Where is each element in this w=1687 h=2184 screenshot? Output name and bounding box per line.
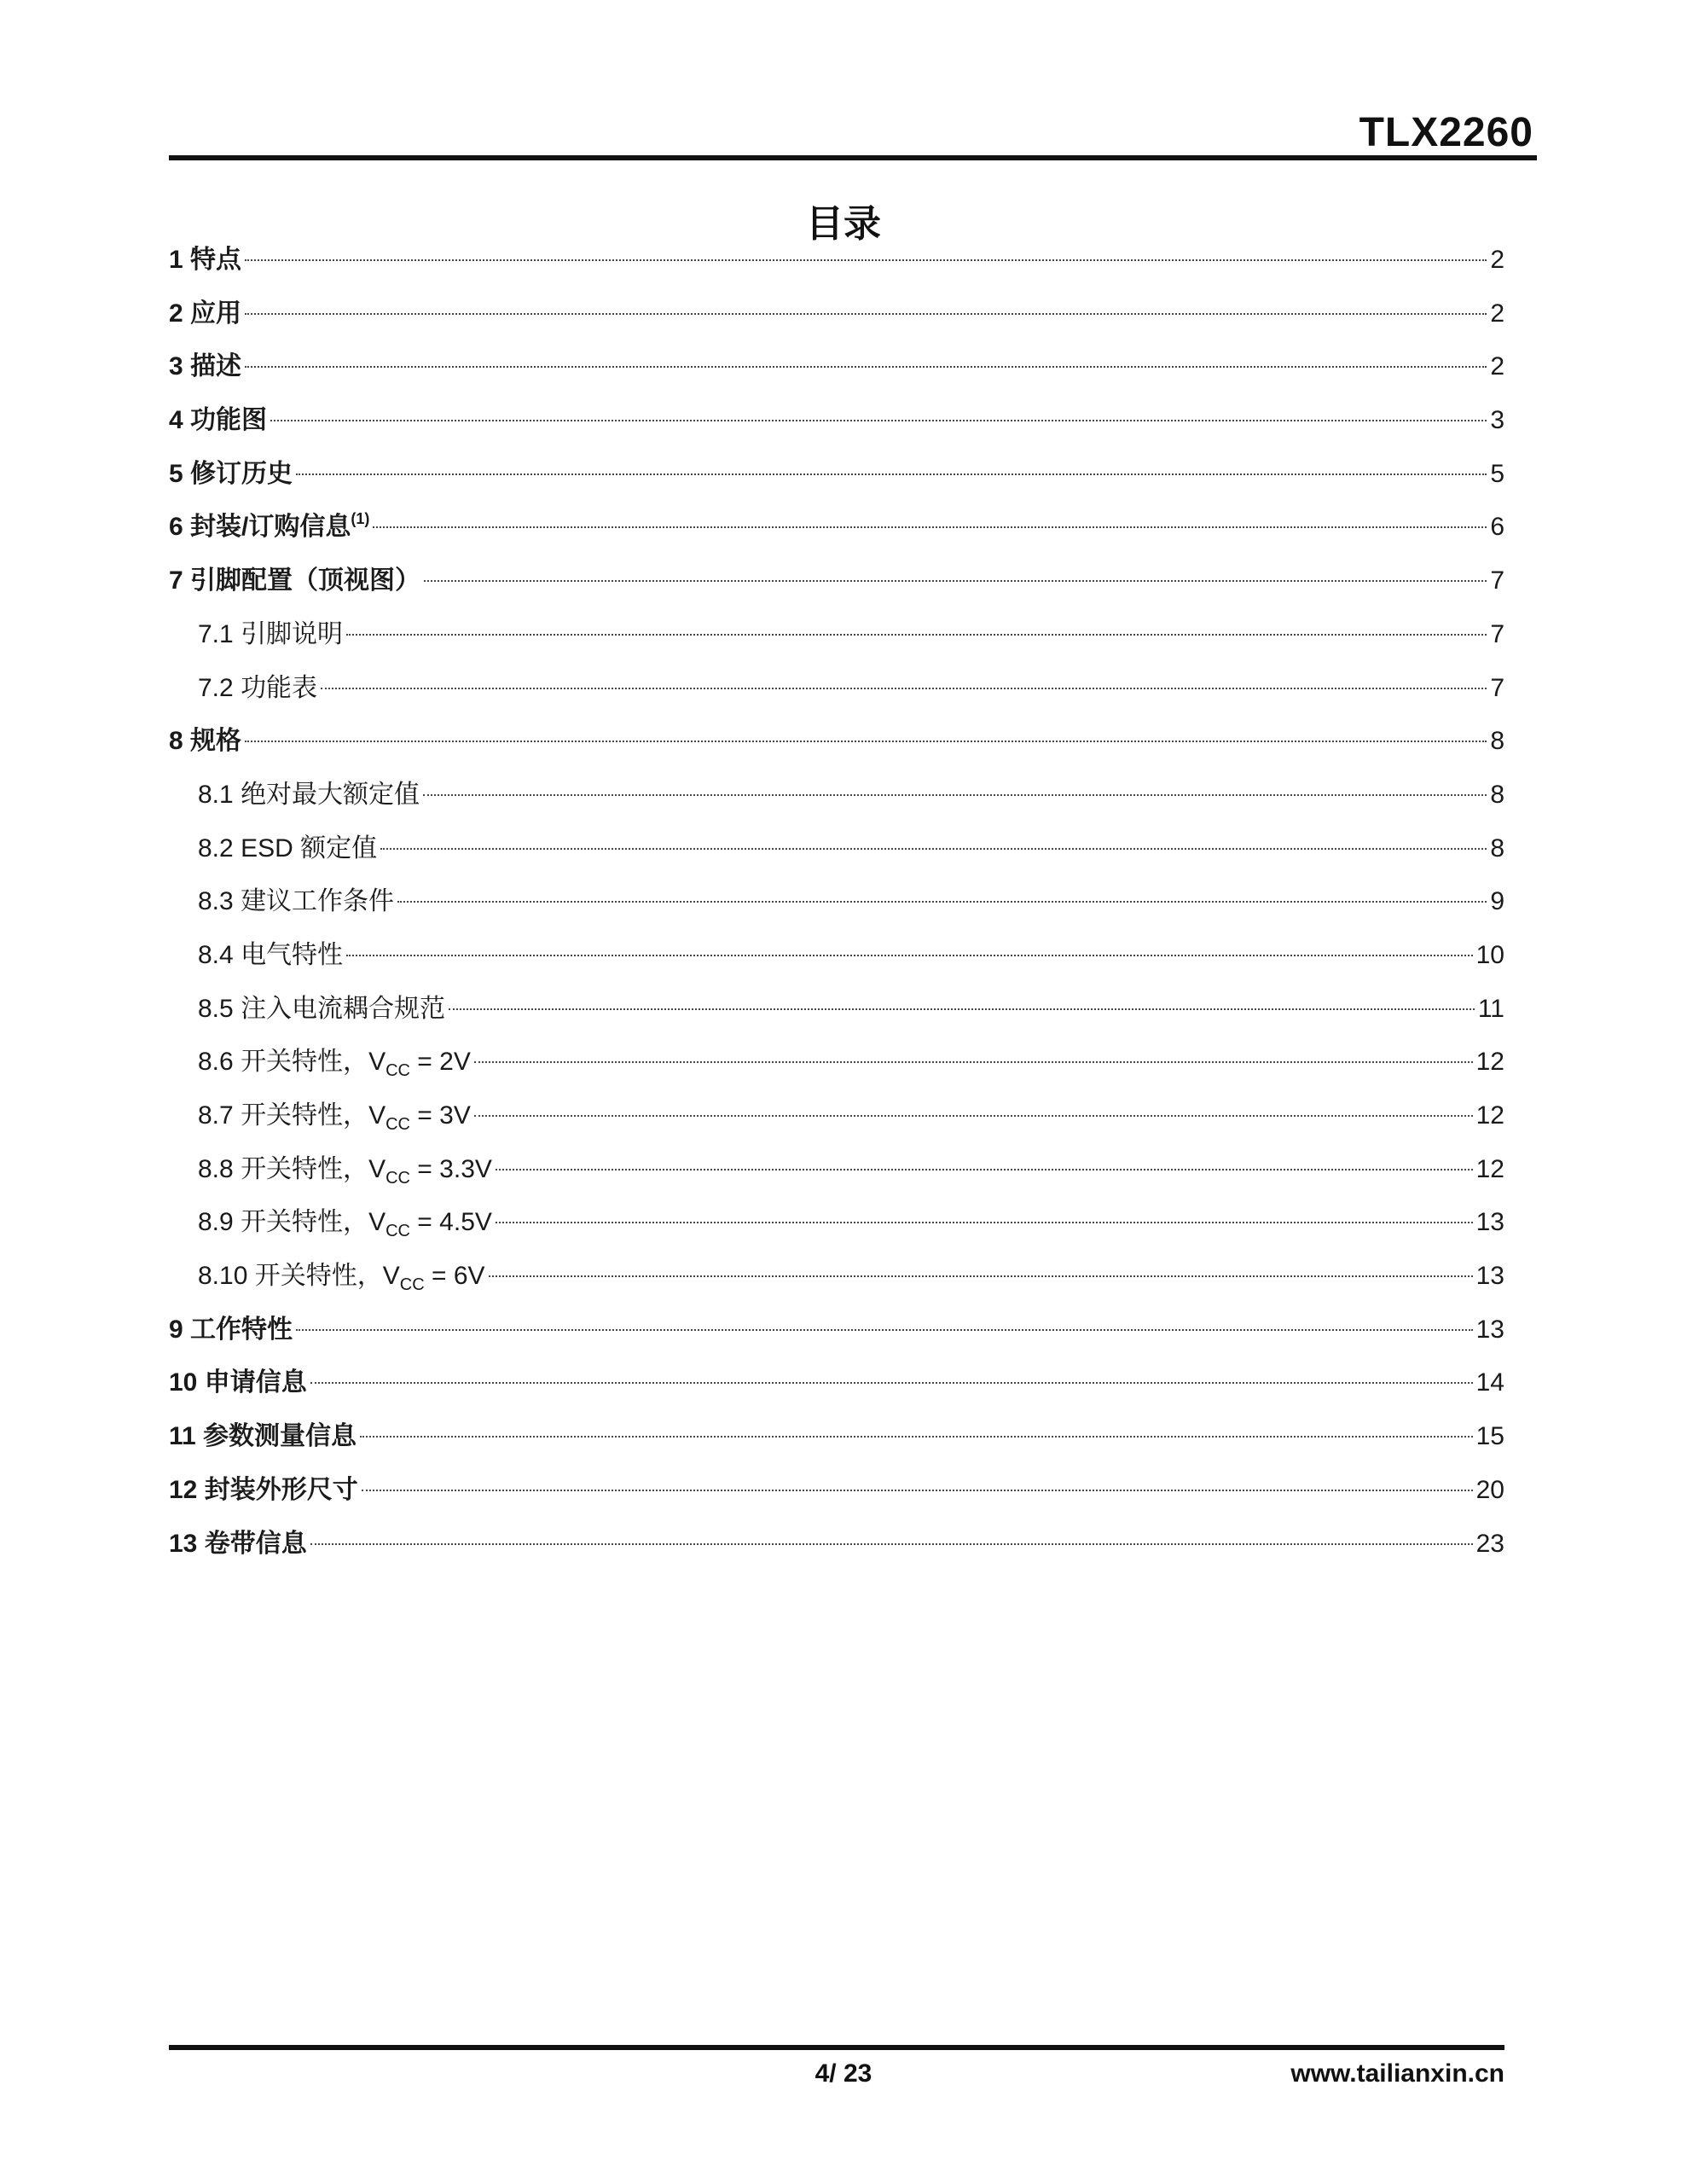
toc-entry-page-number: 13 <box>1475 1262 1504 1291</box>
dot-leader <box>449 1008 1475 1010</box>
vcc-value: 3.3V <box>439 1154 492 1183</box>
toc-entry-number: 8.5 <box>198 994 234 1023</box>
toc-entry[interactable] <box>169 934 1504 988</box>
vcc-symbol: $V_{CC}$ = <box>382 1262 454 1295</box>
toc-entry-number: 2 <box>169 299 183 328</box>
toc-entry[interactable] <box>169 774 1504 828</box>
toc-entry-label <box>169 293 241 335</box>
toc-entry-label <box>198 1148 492 1191</box>
toc-entry-number: 8.8 <box>198 1154 234 1183</box>
toc-entry-page-number: 13 <box>1475 1315 1504 1344</box>
vcc-symbol: $V_{CC}$ = <box>368 1154 440 1188</box>
dot-leader <box>373 526 1487 528</box>
toc-entry-page-number: 15 <box>1475 1422 1504 1451</box>
toc-entry-text: 规格 <box>190 727 242 756</box>
toc-entry-page-number: 3 <box>1490 406 1504 435</box>
toc-entry-page-number: 10 <box>1475 940 1504 969</box>
toc-entry[interactable] <box>169 1523 1504 1577</box>
toc-entry-text: ESD 额定值 <box>241 834 378 863</box>
toc-entry-label <box>198 1201 492 1244</box>
toc-entry-label <box>169 720 241 763</box>
vcc-value: 3V <box>439 1101 471 1130</box>
toc-entry-number: 1 <box>169 246 183 274</box>
dot-leader <box>321 688 1487 689</box>
toc-entry-page-number: 12 <box>1475 1048 1504 1077</box>
toc-entry-number: 6 <box>169 513 183 542</box>
toc-entry-label <box>169 1415 357 1458</box>
toc-entry-page-number: 23 <box>1475 1529 1504 1558</box>
toc-entry-number: 5 <box>169 459 183 488</box>
toc-entry-page-number: 8 <box>1490 834 1504 863</box>
product-title: TLX2260 <box>1359 110 1533 155</box>
toc-entry-text: 功能表 <box>241 673 318 702</box>
toc-entry[interactable] <box>169 667 1504 721</box>
toc-entry-page-number: 2 <box>1490 299 1504 328</box>
vcc-symbol: $V_{CC}$ = <box>368 1101 440 1134</box>
toc-entry-text: 引脚配置（顶视图） <box>190 566 421 595</box>
toc-entry-text: 开关特性， <box>241 1208 369 1237</box>
toc-entry-page-number: 7 <box>1490 673 1504 702</box>
toc-entry-label <box>198 613 343 656</box>
toc-entry[interactable] <box>169 880 1504 934</box>
toc-entry-text: 开关特性， <box>241 1048 369 1077</box>
toc-entry-number: 7.2 <box>198 673 234 702</box>
toc-entry-text: 封装/订购信息 <box>190 513 351 542</box>
toc-entry-page-number: 8 <box>1490 780 1504 809</box>
toc-entry-number: 8.6 <box>198 1048 234 1077</box>
toc-entry-label <box>198 667 317 710</box>
toc-entry-text: 申请信息 <box>204 1368 307 1397</box>
toc-entry-page-number: 5 <box>1490 459 1504 488</box>
dot-leader <box>245 366 1487 368</box>
toc-entry[interactable] <box>169 293 1504 346</box>
vcc-symbol: $V_{CC}$ = <box>368 1048 440 1081</box>
toc-entry[interactable] <box>169 1148 1504 1202</box>
toc-entry-label <box>198 828 377 870</box>
toc-entry-label <box>198 1095 471 1137</box>
vcc-symbol: $V_{CC}$ = <box>368 1208 440 1241</box>
toc-entry-text: 应用 <box>190 299 242 328</box>
dot-leader <box>346 955 1473 956</box>
toc-entry[interactable] <box>169 560 1504 613</box>
toc-entry-page-number: 11 <box>1477 994 1504 1023</box>
toc-entry-footnote-marker: (1) <box>351 510 370 528</box>
toc-entry-page-number: 2 <box>1490 352 1504 381</box>
toc-entry-number: 12 <box>169 1475 198 1504</box>
toc-entry[interactable] <box>169 828 1504 881</box>
toc-entry-number: 8.2 <box>198 834 234 863</box>
toc-entry[interactable] <box>169 346 1504 399</box>
toc-entry-text: 开关特性， <box>241 1154 369 1183</box>
dot-leader <box>270 420 1487 421</box>
dot-leader <box>397 901 1487 903</box>
toc-entry-label <box>169 453 293 496</box>
toc-entry-label <box>169 1469 358 1512</box>
dot-leader <box>310 1543 1473 1545</box>
toc-entry[interactable] <box>169 613 1504 667</box>
dot-leader <box>296 473 1487 475</box>
toc-entry-text: 特点 <box>190 246 242 274</box>
toc-entry-number: 8 <box>169 727 183 756</box>
toc-entry-label <box>169 1523 307 1565</box>
dot-leader <box>245 259 1487 261</box>
toc-entry-label <box>198 934 343 977</box>
toc-entry-text: 开关特性， <box>241 1101 369 1130</box>
toc-entry-label <box>169 1309 293 1351</box>
toc-entry-text: 功能图 <box>190 406 268 435</box>
toc-entry-number: 13 <box>169 1529 198 1558</box>
dot-leader <box>489 1275 1473 1277</box>
dot-leader <box>380 848 1487 850</box>
toc-entry[interactable] <box>169 453 1504 507</box>
toc-entry-page-number: 9 <box>1490 887 1504 916</box>
toc-entry-page-number: 2 <box>1490 246 1504 274</box>
toc-entry-number: 8.10 <box>198 1262 248 1291</box>
dot-leader <box>423 794 1487 796</box>
toc-entry-label <box>169 239 241 282</box>
header-divider <box>169 155 1537 160</box>
toc-entry[interactable] <box>169 720 1504 774</box>
dot-leader <box>496 1169 1473 1170</box>
dot-leader <box>346 634 1487 636</box>
toc-entry-text: 电气特性 <box>241 940 344 969</box>
toc-entry-label <box>169 346 241 388</box>
toc-entry-label <box>198 988 445 1031</box>
toc-entry-text: 绝对最大额定值 <box>241 780 420 809</box>
toc-entry-number: 7 <box>169 566 183 595</box>
toc-entry-number: 10 <box>169 1368 198 1397</box>
dot-leader <box>474 1061 1473 1063</box>
toc-entry-number: 8.1 <box>198 780 234 809</box>
toc-entry-label <box>198 1041 471 1083</box>
toc-entry-label <box>198 774 420 816</box>
toc-entry-page-number: 12 <box>1475 1154 1504 1183</box>
toc-entry-text: 描述 <box>190 352 242 381</box>
toc-entry-text: 工作特性 <box>190 1315 293 1344</box>
toc-entry[interactable] <box>169 399 1504 453</box>
toc-entry-text: 引脚说明 <box>241 619 344 648</box>
dot-leader <box>496 1222 1473 1223</box>
toc-entry[interactable] <box>169 1041 1504 1095</box>
toc-entry[interactable] <box>169 1095 1504 1148</box>
toc-entry-label <box>169 1362 307 1404</box>
toc-entry-text: 开关特性， <box>254 1262 383 1291</box>
toc-entry[interactable] <box>169 1362 1504 1415</box>
footer-page-number: 4/ 23 <box>815 2059 872 2088</box>
toc-entry-page-number: 7 <box>1490 619 1504 648</box>
toc-entry[interactable] <box>169 1255 1504 1309</box>
dot-leader <box>245 313 1487 315</box>
toc-entry-page-number: 14 <box>1475 1368 1504 1397</box>
toc-entry[interactable] <box>169 988 1504 1042</box>
vcc-value: 6V <box>453 1262 485 1291</box>
toc-entry-page-number: 13 <box>1475 1208 1504 1237</box>
toc-entry-text: 修订历史 <box>190 459 293 488</box>
dot-leader <box>360 1436 1473 1438</box>
toc-title: 目录 <box>806 203 881 245</box>
toc-entry-label <box>169 560 420 602</box>
toc-entry[interactable] <box>169 1309 1504 1362</box>
dot-leader <box>310 1382 1473 1384</box>
dot-leader <box>424 580 1487 582</box>
dot-leader <box>296 1329 1473 1331</box>
toc-entry-label <box>169 506 369 549</box>
toc-entry-number: 8.9 <box>198 1208 234 1237</box>
toc-entry-text: 封装外形尺寸 <box>204 1475 358 1504</box>
toc-entry-number: 8.4 <box>198 940 234 969</box>
toc-entry-label <box>198 1255 485 1298</box>
toc-entry-number: 3 <box>169 352 183 381</box>
toc-entry-label <box>169 399 267 442</box>
toc-entry-page-number: 12 <box>1475 1101 1504 1130</box>
toc-entry[interactable] <box>169 506 1504 560</box>
toc-entry[interactable] <box>169 1201 1504 1255</box>
toc-entry[interactable] <box>169 239 1504 293</box>
vcc-value: 4.5V <box>439 1208 492 1237</box>
toc-entry[interactable] <box>169 1415 1504 1469</box>
toc-entry-number: 8.7 <box>198 1101 234 1130</box>
toc-entry[interactable] <box>169 1469 1504 1523</box>
toc-entry-text: 参数测量信息 <box>203 1422 357 1451</box>
toc-entry-number: 11 <box>169 1422 196 1451</box>
table-of-contents <box>169 239 1504 1576</box>
toc-entry-number: 9 <box>169 1315 183 1344</box>
toc-entry-page-number: 6 <box>1490 513 1504 542</box>
toc-entry-number: 4 <box>169 406 183 435</box>
toc-entry-number: 8.3 <box>198 887 234 916</box>
dot-leader <box>362 1490 1473 1491</box>
footer-divider <box>169 2045 1504 2050</box>
toc-entry-label <box>198 880 394 923</box>
toc-entry-number: 7.1 <box>198 619 234 648</box>
toc-entry-page-number: 7 <box>1490 566 1504 595</box>
footer-website: www.tailianxin.cn <box>1290 2059 1504 2088</box>
toc-entry-text: 注入电流耦合规范 <box>241 994 446 1023</box>
toc-entry-page-number: 20 <box>1475 1475 1504 1504</box>
dot-leader <box>474 1115 1473 1117</box>
toc-entry-text: 建议工作条件 <box>241 887 395 916</box>
vcc-value: 2V <box>439 1048 471 1077</box>
toc-entry-page-number: 8 <box>1490 727 1504 756</box>
toc-entry-text: 卷带信息 <box>204 1529 307 1558</box>
dot-leader <box>245 741 1487 742</box>
